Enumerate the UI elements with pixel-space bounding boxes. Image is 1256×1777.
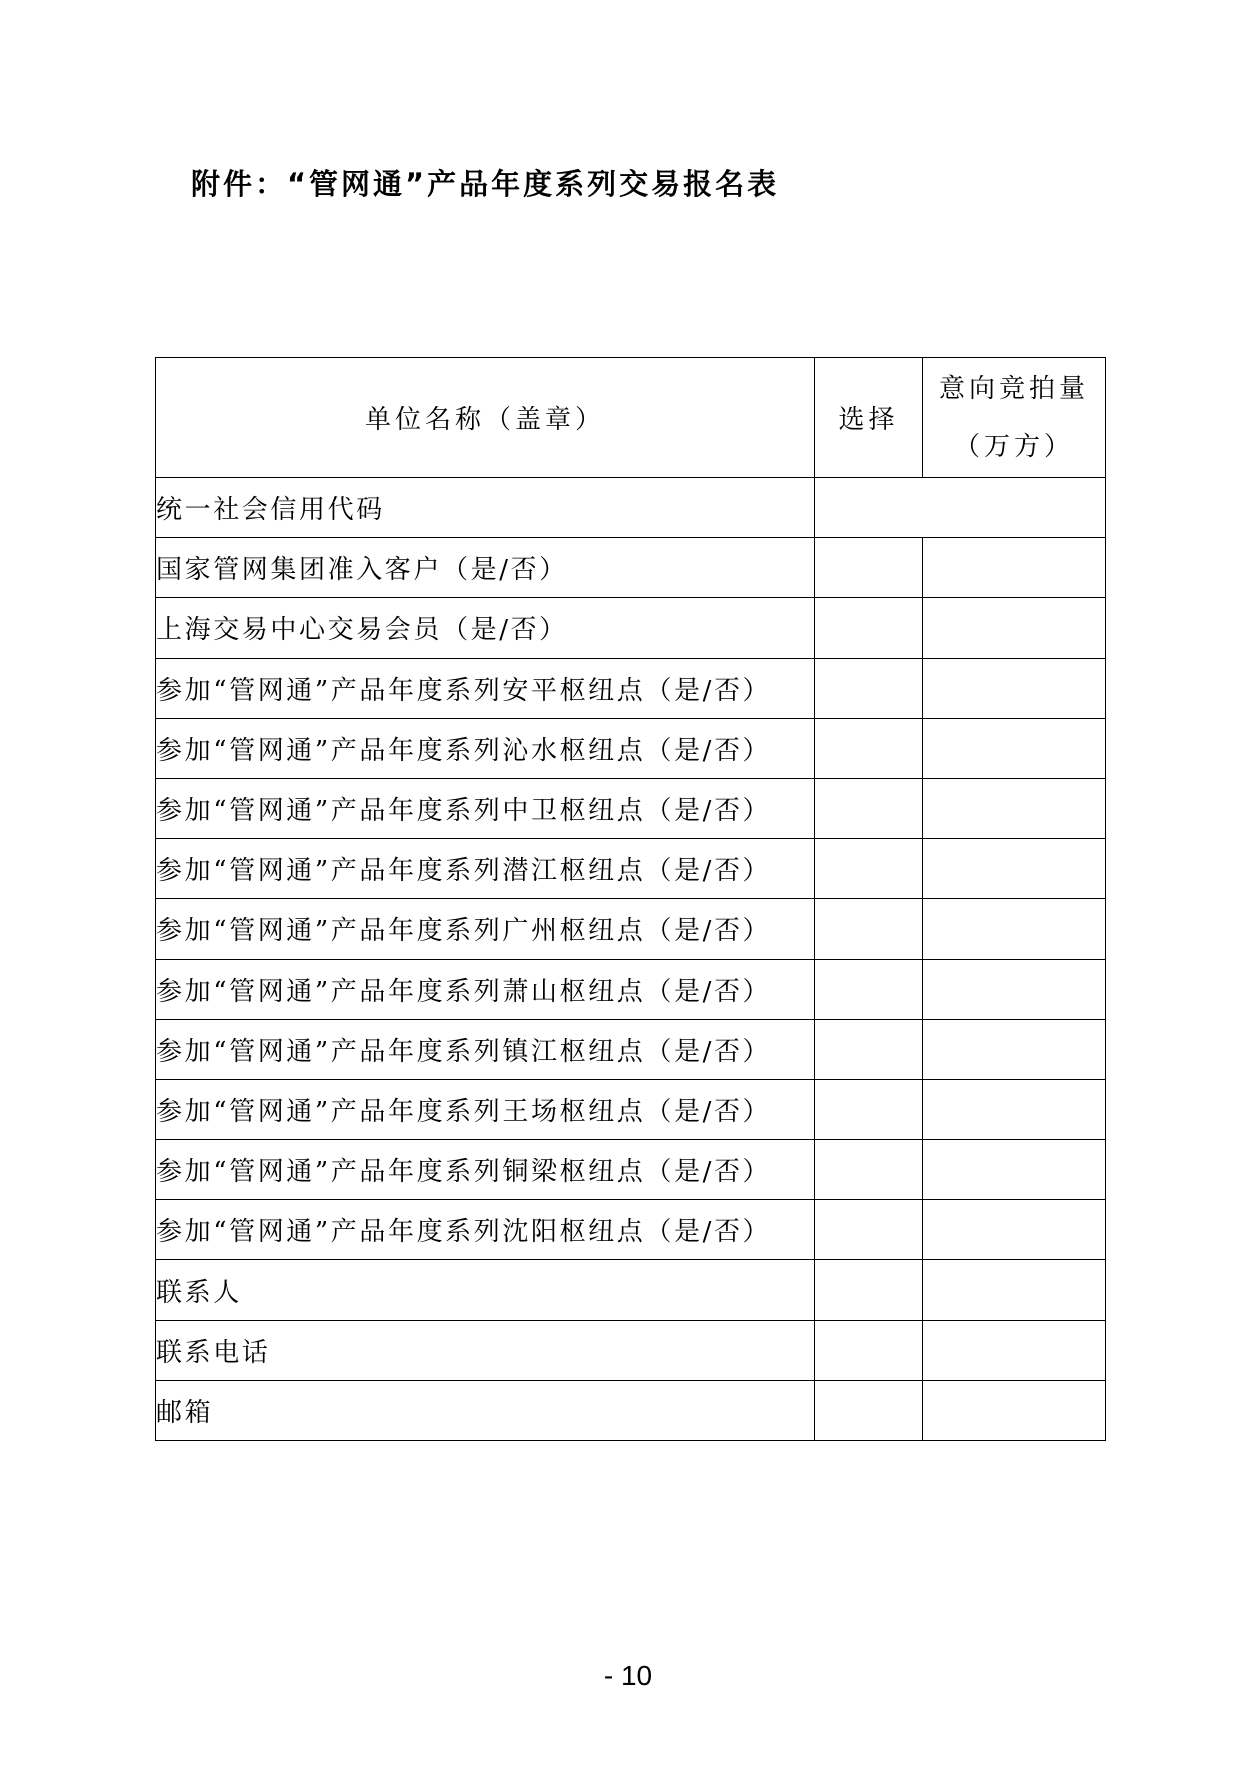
choice-cell[interactable] (815, 658, 923, 718)
header-choice: 选择 (815, 358, 923, 478)
choice-cell[interactable] (815, 778, 923, 838)
header-amount-line1: 意向竞拍量 (938, 373, 1089, 404)
amount-cell[interactable] (923, 598, 1106, 658)
table-row (156, 839, 1106, 899)
row-label: 参加“管网通”产品年度系列镇江枢纽点（是/否） (156, 1019, 815, 1079)
amount-cell[interactable] (923, 658, 1106, 718)
row-label: 国家管网集团准入客户（是/否） (156, 538, 815, 598)
choice-cell[interactable] (815, 718, 923, 778)
amount-cell[interactable] (923, 538, 1106, 598)
credit-code-input-cell[interactable] (815, 478, 1106, 538)
table-row (156, 899, 1106, 959)
amount-cell[interactable] (923, 839, 1106, 899)
amount-cell[interactable] (923, 959, 1106, 1019)
table-row (156, 478, 1106, 538)
header-amount-line2: （万方） (953, 431, 1074, 462)
table-row (156, 1320, 1106, 1380)
header-intended-amount (923, 358, 1106, 478)
amount-cell[interactable] (923, 1079, 1106, 1139)
choice-cell[interactable] (815, 1200, 923, 1260)
table-row (156, 538, 1106, 598)
choice-cell[interactable] (815, 538, 923, 598)
row-label: 上海交易中心交易会员（是/否） (156, 598, 815, 658)
table-row (156, 1260, 1106, 1320)
row-label: 参加“管网通”产品年度系列沁水枢纽点（是/否） (156, 718, 815, 778)
row-label: 参加“管网通”产品年度系列安平枢纽点（是/否） (156, 658, 815, 718)
row-label: 参加“管网通”产品年度系列广州枢纽点（是/否） (156, 899, 815, 959)
registration-form-table (155, 357, 1106, 1441)
choice-cell[interactable] (815, 1320, 923, 1380)
choice-cell[interactable] (815, 899, 923, 959)
row-label: 参加“管网通”产品年度系列王场枢纽点（是/否） (156, 1079, 815, 1139)
table-row (156, 778, 1106, 838)
amount-cell[interactable] (923, 899, 1106, 959)
amount-cell[interactable] (923, 1380, 1106, 1440)
table-row (156, 658, 1106, 718)
choice-cell[interactable] (815, 839, 923, 899)
table-row (156, 1079, 1106, 1139)
row-label: 联系人 (156, 1260, 815, 1320)
page-number: - 10 (603, 1660, 653, 1691)
row-label: 参加“管网通”产品年度系列中卫枢纽点（是/否） (156, 778, 815, 838)
row-label: 统一社会信用代码 (156, 478, 815, 538)
choice-cell[interactable] (815, 1079, 923, 1139)
choice-cell[interactable] (815, 1019, 923, 1079)
amount-cell[interactable] (923, 718, 1106, 778)
amount-cell[interactable] (923, 778, 1106, 838)
amount-cell[interactable] (923, 1019, 1106, 1079)
table-row (156, 598, 1106, 658)
amount-cell[interactable] (923, 1200, 1106, 1260)
amount-cell[interactable] (923, 1320, 1106, 1380)
row-label: 参加“管网通”产品年度系列沈阳枢纽点（是/否） (156, 1200, 815, 1260)
choice-cell[interactable] (815, 1140, 923, 1200)
amount-cell[interactable] (923, 1260, 1106, 1320)
row-label: 邮箱 (156, 1380, 815, 1440)
row-label: 联系电话 (156, 1320, 815, 1380)
table-row (156, 1200, 1106, 1260)
table-row (156, 1380, 1106, 1440)
header-unit-name: 单位名称（盖章） (156, 358, 815, 478)
table-header-row (156, 358, 1106, 478)
row-label: 参加“管网通”产品年度系列潜江枢纽点（是/否） (156, 839, 815, 899)
row-label: 参加“管网通”产品年度系列铜梁枢纽点（是/否） (156, 1140, 815, 1200)
choice-cell[interactable] (815, 598, 923, 658)
choice-cell[interactable] (815, 1260, 923, 1320)
choice-cell[interactable] (815, 959, 923, 1019)
document-title: 附件：“管网通”产品年度系列交易报名表 (191, 167, 780, 201)
table-row (156, 1140, 1106, 1200)
table-row (156, 959, 1106, 1019)
table-row (156, 1019, 1106, 1079)
choice-cell[interactable] (815, 1380, 923, 1440)
table-row (156, 718, 1106, 778)
amount-cell[interactable] (923, 1140, 1106, 1200)
row-label: 参加“管网通”产品年度系列萧山枢纽点（是/否） (156, 959, 815, 1019)
